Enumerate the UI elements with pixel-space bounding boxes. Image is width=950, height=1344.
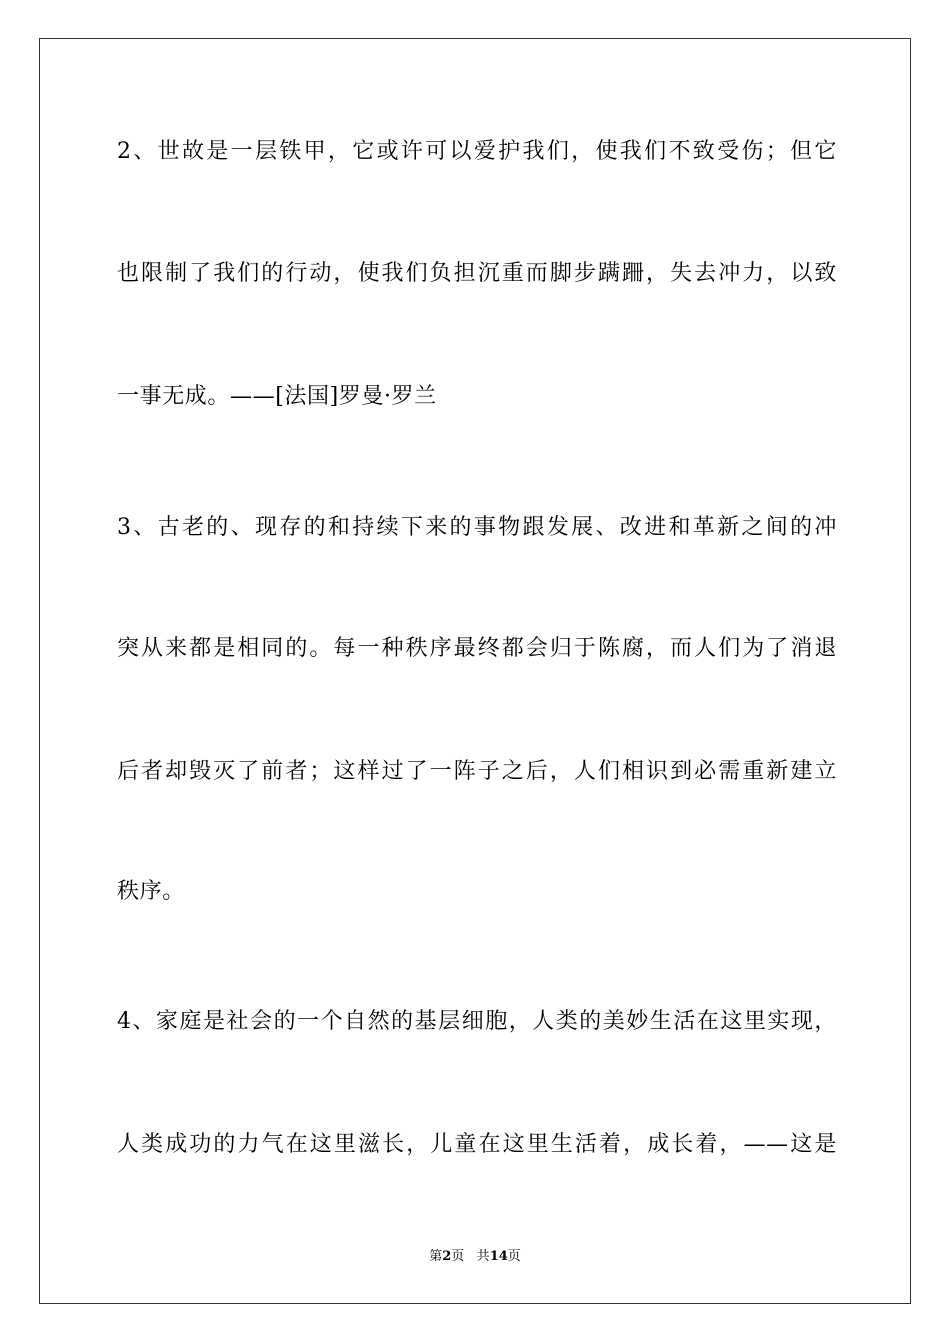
- footer-total-pages: 14: [489, 1249, 508, 1264]
- text-line: 也限制了我们的行动，使我们负担沉重而脚步蹒跚，失去冲力，以致: [117, 261, 837, 286]
- footer-total-prefix: 共: [476, 1249, 490, 1264]
- text-line: 一事无成。——[法国]罗曼·罗兰: [117, 384, 437, 409]
- text-line: 人类成功的力气在这里滋长，儿童在这里生活着，成长着，——这是: [117, 1132, 837, 1157]
- footer-page-suffix: 页: [451, 1249, 465, 1264]
- footer-page-number: 2: [442, 1249, 452, 1264]
- text-line: 4、家庭是社会的一个自然的基层细胞，人类的美妙生活在这里实现，: [117, 1009, 837, 1034]
- text-line: 秩序。: [117, 879, 185, 904]
- page-border: [39, 38, 911, 1304]
- page-footer: [0, 1248, 950, 1266]
- footer-total-suffix: 页: [507, 1249, 521, 1264]
- text-line: 3、古老的、现存的和持续下来的事物跟发展、改进和革新之间的冲: [117, 515, 837, 540]
- footer-page-prefix: 第: [429, 1249, 443, 1264]
- text-line: 2、世故是一层铁甲，它或许可以爱护我们，使我们不致受伤；但它: [117, 139, 837, 164]
- text-line: 突从来都是相同的。每一种秩序最终都会归于陈腐，而人们为了消退: [117, 636, 837, 661]
- text-line: 后者却毁灭了前者；这样过了一阵子之后，人们相识到必需重新建立: [117, 759, 837, 784]
